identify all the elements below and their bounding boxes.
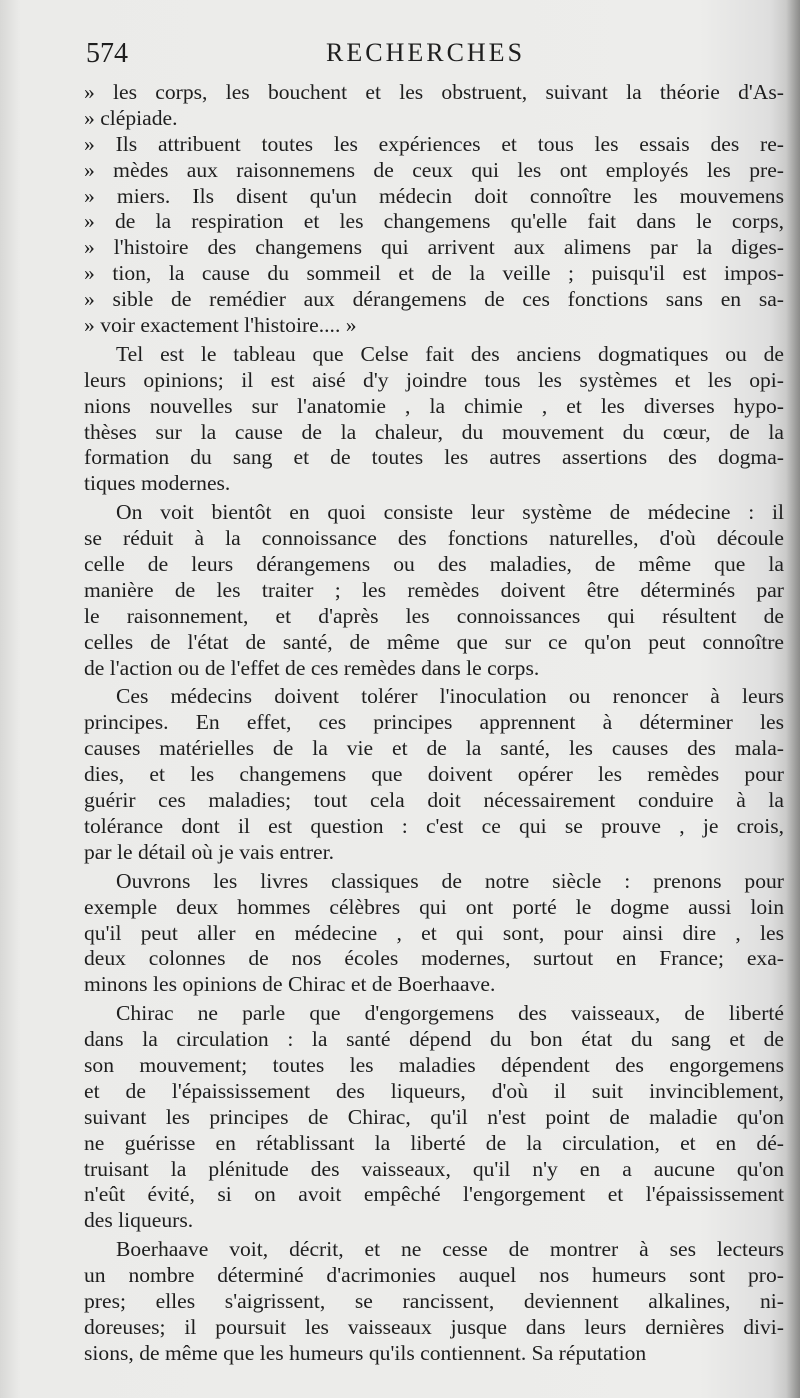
text-line: des liqueurs. [84, 1208, 194, 1233]
text-line: celle de leurs dérangemens ou des maladies, de même que la [84, 552, 784, 577]
text-line: tolérance dont il est question : c'est ce qui se prouve , je crois, [84, 813, 784, 838]
text-line: » mèdes aux raisonnemens de ceux qui les ont employés les pre- [84, 157, 784, 182]
paragraph [84, 342, 784, 497]
paragraph [84, 684, 784, 865]
text-line: Tel est le tableau que Celse fait des anciens dogmatiques ou de [116, 341, 784, 366]
text-line: ne guérisse en rétablissant la liberté de la circulation, et en dé- [84, 1130, 784, 1155]
text-line: minons les opinions de Chirac et de Boerhaave. [84, 972, 496, 997]
text-line: guérir ces maladies; tout cela doit nécessairement conduire à la [84, 788, 784, 813]
text-line: thèses sur la cause de la chaleur, du mouvement du cœur, de la [84, 419, 784, 444]
text-line: » sible de remédier aux dérangemens de ces fonctions sans en sa- [84, 287, 784, 312]
text-line: causes matérielles de la vie et de la santé, les causes des mala- [84, 736, 784, 761]
page-edge-shadow [786, 0, 800, 1398]
text-line: Ouvrons les livres classiques de notre siècle : prenons pour [116, 868, 784, 893]
text-line: dies, et les changemens que doivent opérer les remèdes pour [84, 762, 784, 787]
text-line: » clépiade. [84, 105, 178, 130]
text-line: pres; elles s'aigrissent, se rancissent, deviennent alkalines, ni- [84, 1288, 784, 1313]
paragraph [84, 1001, 784, 1234]
text-line: » les corps, les bouchent et les obstruent, suivant la théorie d'As- [84, 80, 784, 104]
text-line: » tion, la cause du sommeil et de la veille ; puisqu'il est impos- [84, 261, 784, 286]
text-line: et de l'épaississement des liqueurs, d'où il suit invinciblement, [84, 1078, 784, 1103]
text-line: On voit bientôt en quoi consiste leur système de médecine : il [116, 500, 784, 525]
text-line: truisant la plénitude des vaisseaux, qu'il n'y en a aucune qu'on [84, 1156, 784, 1181]
text-line: deux colonnes de nos écoles modernes, surtout en France; exa- [84, 946, 784, 971]
paragraph [84, 1237, 784, 1366]
text-line: principes. En effet, ces principes apprennent à déterminer les [84, 710, 784, 735]
text-line: un nombre déterminé d'acrimonies auquel nos humeurs sont pro- [84, 1263, 784, 1288]
text-line: celles de l'état de santé, de même que sur ce qu'on peut connoître [84, 629, 784, 654]
text-line: » Ils attribuent toutes les expériences et tous les essais des re- [84, 131, 784, 156]
text-line: se réduit à la connoissance des fonctions naturelles, d'où découle [84, 526, 784, 551]
text-line: n'eût évité, si on avoit empêché l'engorgement et l'épaississement [84, 1182, 784, 1207]
running-title: RECHERCHES [326, 38, 526, 67]
text-line: formation du sang et de toutes les autres assertions des dogma- [84, 445, 784, 470]
paragraph [84, 869, 784, 998]
text-line: Ces médecins doivent tolérer l'inoculation ou renoncer à leurs [116, 684, 784, 709]
text-line: tiques modernes. [84, 471, 231, 496]
text-line: » voir exactement l'histoire.... » [84, 313, 357, 338]
body-text [84, 80, 784, 1367]
text-line: qu'il peut aller en médecine , et qui sont, pour ainsi dire , les [84, 920, 784, 945]
text-line: » miers. Ils disent qu'un médecin doit connoître les mouvemens [84, 183, 784, 208]
text-line: suivant les principes de Chirac, qu'il n'est point de maladie qu'on [84, 1104, 784, 1129]
text-line: exemple deux hommes célèbres qui ont porté le dogme aussi loin [84, 894, 784, 919]
text-line: de l'action ou de l'effet de ces remèdes dans le corps. [84, 655, 540, 680]
running-head [86, 38, 776, 78]
page-number: 574 [86, 38, 128, 69]
text-line: Boerhaave voit, décrit, et ne cesse de montrer à ses lecteurs [116, 1237, 784, 1262]
paragraph [84, 80, 784, 132]
text-line: doreuses; il poursuit les vaisseaux jusque dans leurs dernières divi- [84, 1314, 784, 1339]
text-line: manière de les traiter ; les remèdes doivent être déterminés par [84, 577, 784, 602]
text-line: le raisonnement, et d'après les connoissances qui résultent de [84, 603, 784, 628]
text-line: » l'histoire des changemens qui arrivent aux alimens par la diges- [84, 235, 784, 260]
text-line: leurs opinions; il est aisé d'y joindre tous les systèmes et les opi- [84, 367, 784, 392]
text-line: dans la circulation : la santé dépend du bon état du sang et de [84, 1027, 784, 1052]
paragraph [84, 500, 784, 681]
text-line: » de la respiration et les changemens qu'elle fait dans le corps, [84, 209, 784, 234]
text-line: Chirac ne parle que d'engorgemens des vaisseaux, de liberté [116, 1001, 784, 1026]
text-line: sions, de même que les humeurs qu'ils contiennent. Sa réputation [84, 1340, 647, 1365]
text-line: par le détail où je vais entrer. [84, 839, 335, 864]
text-line: nions nouvelles sur l'anatomie , la chimie , et les diverses hypo- [84, 393, 784, 418]
text-line: son mouvement; toutes les maladies dépendent des engorgemens [84, 1052, 784, 1077]
paragraph [84, 132, 784, 339]
